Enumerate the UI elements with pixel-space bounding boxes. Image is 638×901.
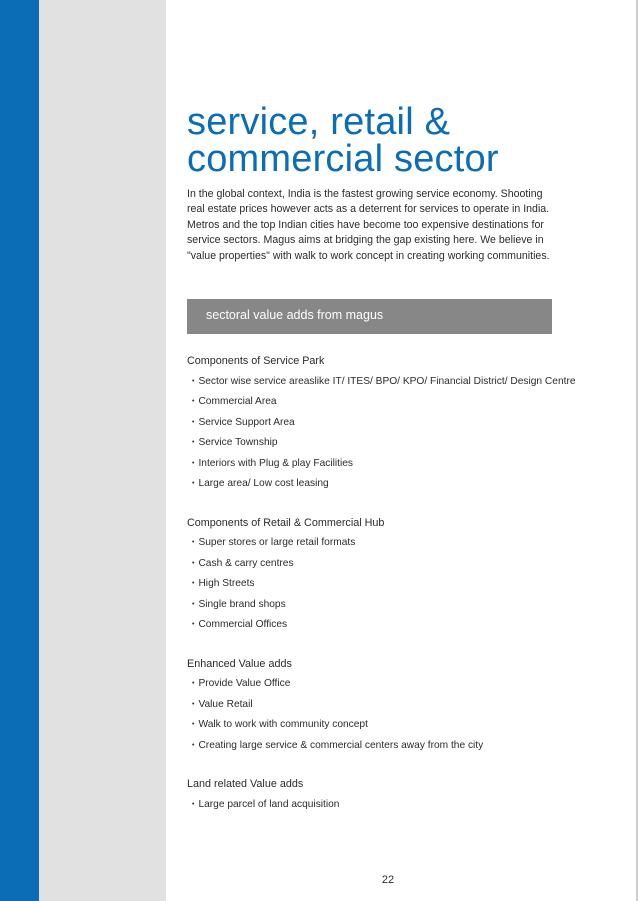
list-item: • Service Support Area (187, 413, 587, 434)
value-adds-list (187, 352, 587, 834)
title-line-1: service, retail & (187, 101, 451, 143)
list-item: • High Streets (187, 574, 587, 595)
section-heading: Components of Retail & Commercial Hub (187, 516, 385, 529)
list-item: • Commercial Offices (187, 615, 587, 636)
list-item: • Walk to work with community concept (187, 715, 587, 736)
content-section (187, 655, 587, 757)
list-item: • Sector wise service areaslike IT/ ITES/ BPO/ KPO/ Financial District/ Design Centre (187, 372, 587, 393)
list-item: • Provide Value Office (187, 674, 587, 695)
list-item: • Single brand shops (187, 595, 587, 616)
section-heading: Enhanced Value adds (187, 657, 292, 670)
section-heading: Components of Service Park (187, 355, 325, 367)
banner-label: sectoral value adds from magus (206, 308, 384, 322)
content-section (187, 514, 587, 636)
bullet-list (187, 674, 587, 756)
section-banner (187, 299, 552, 334)
list-item: • Large parcel of land acquisition (187, 795, 587, 816)
title-line-2: commercial sector (187, 138, 499, 180)
list-item: • Creating large service & commercial centers away from the city (187, 736, 587, 757)
list-item: • Service Township (187, 433, 587, 454)
content-section (187, 352, 587, 495)
grey-margin-band (39, 0, 166, 901)
bullet-list (187, 372, 587, 495)
list-item: • Large area/ Low cost leasing (187, 474, 587, 495)
blue-margin-band (0, 0, 39, 901)
content-section (187, 775, 587, 815)
page-title (187, 101, 607, 180)
list-item: • Cash & carry centres (187, 554, 587, 575)
bullet-list (187, 795, 587, 816)
list-item: • Super stores or large retail formats (187, 533, 587, 554)
list-item: • Interiors with Plug & play Facilities (187, 454, 587, 475)
page-number: 22 (381, 874, 395, 886)
list-item: • Commercial Area (187, 392, 587, 413)
section-heading: Land related Value adds (187, 778, 304, 790)
intro-paragraph: In the global context, India is the fastest growing service economy. Shooting real estate prices however acts as a deterrent for services to operate in India. Metros and the top Indian cities have become too expensive destinations for service sectors. Magus aims at bridging the gap existing here. We believe in "value properties" with walk to work concept in creating working communities. (187, 188, 550, 262)
bullet-list (187, 533, 587, 636)
list-item: • Value Retail (187, 695, 587, 716)
